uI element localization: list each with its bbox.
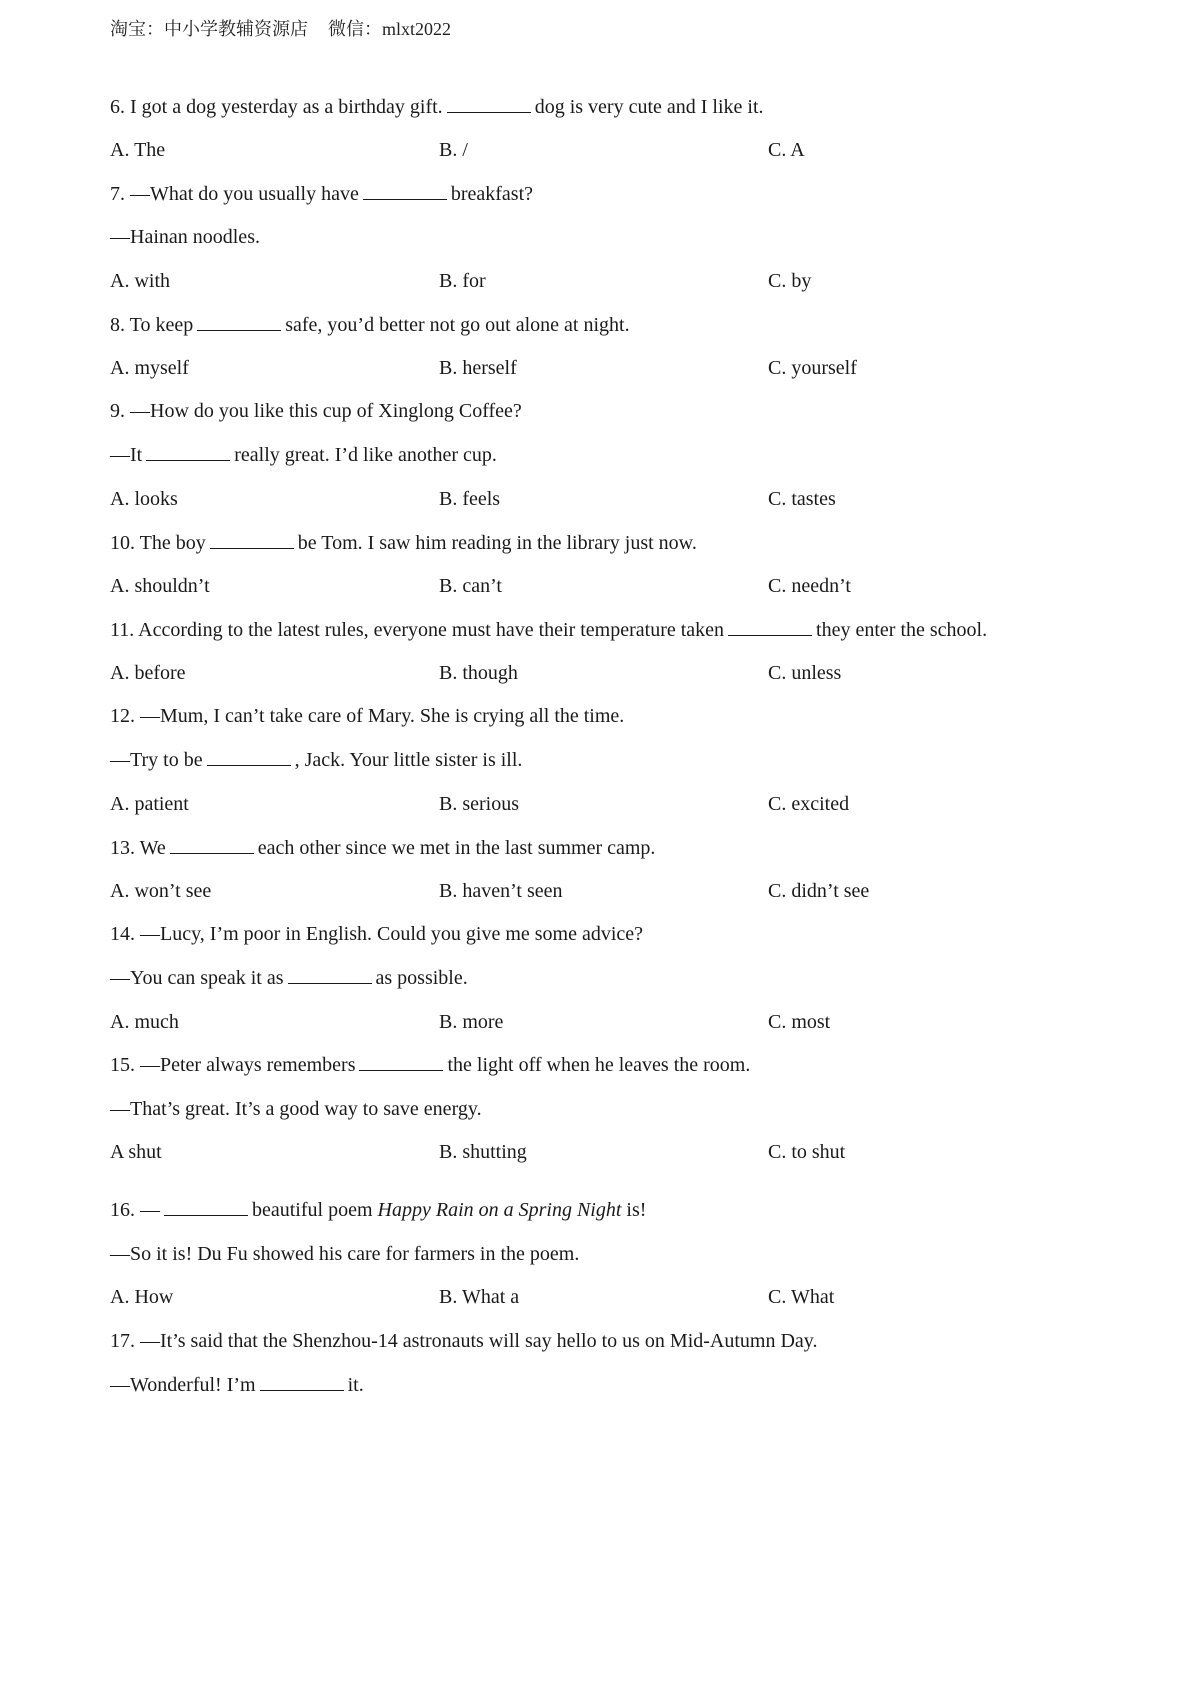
text-after-blank: the light off when he leaves the room. [447, 1054, 751, 1076]
option-c: C. needn’t [768, 575, 851, 597]
answer-options [110, 355, 1110, 381]
option-a: A. myself [110, 357, 189, 379]
text-after-blank: be Tom. I saw him reading in the library just now. [297, 532, 697, 554]
line-text: —That’s great. It’s a good way to save energy. [110, 1098, 482, 1120]
option-c: C. didn’t see [768, 880, 870, 902]
text-before-blank: 7. —What do you usually have [110, 183, 359, 205]
question-stem [110, 181, 533, 207]
text-before-blank: 15. —Peter always remembers [110, 1054, 356, 1076]
option-b: B. shutting [439, 1141, 527, 1163]
line-text: —Hainan noodles. [110, 226, 260, 248]
option-a: A shut [110, 1141, 162, 1163]
answer-blank [146, 442, 230, 461]
shop-label: 淘宝：中小学教辅资源店 [110, 19, 308, 39]
option-a: A. won’t see [110, 880, 212, 902]
text-tail: is! [626, 1199, 647, 1221]
option-c: C. to shut [768, 1141, 846, 1163]
dialogue-line [110, 1241, 579, 1267]
line-text: 12. —Mum, I can’t take care of Mary. She is crying all the time. [110, 705, 625, 727]
line-text: 9. —How do you like this cup of Xinglong Coffee? [110, 400, 522, 422]
dialogue-line [110, 1096, 482, 1122]
text-before-blank: 11. According to the latest rules, everyone must have their temperature taken [110, 619, 725, 641]
answer-options [110, 1009, 1110, 1035]
option-b: B. What a [439, 1286, 520, 1308]
option-b: B. haven’t seen [439, 880, 563, 902]
text-before-blank: 6. I got a dog yesterday as a birthday gift. [110, 96, 443, 118]
line-text: 14. —Lucy, I’m poor in English. Could you give me some advice? [110, 923, 644, 945]
option-b: B. can’t [439, 575, 502, 597]
option-c: C. unless [768, 662, 842, 684]
text-before-blank: —Try to be [110, 749, 203, 771]
answer-blank [170, 835, 254, 854]
answer-options [110, 878, 1110, 904]
answer-options [110, 268, 1110, 294]
text-before-blank: 16. — [110, 1199, 160, 1221]
text-before-blank: 10. The boy [110, 532, 206, 554]
option-b: B. more [439, 1011, 504, 1033]
page-header [110, 17, 451, 41]
question-stem [110, 835, 655, 861]
option-a: A. much [110, 1011, 179, 1033]
answer-blank [359, 1052, 443, 1071]
dialogue-line [110, 747, 522, 773]
option-b: B. for [439, 270, 486, 292]
option-b: B. herself [439, 357, 517, 379]
text-after-blank: breakfast? [450, 183, 534, 205]
answer-blank [447, 94, 531, 113]
text-after-blank: it. [347, 1374, 364, 1396]
question-stem [110, 94, 764, 120]
answer-blank [260, 1372, 344, 1391]
option-b: B. serious [439, 793, 519, 815]
option-c: C. tastes [768, 488, 836, 510]
option-c: C. by [768, 270, 812, 292]
text-after-blank: beautiful poem [252, 1199, 373, 1221]
option-b: B. though [439, 662, 518, 684]
text-after-blank: each other since we met in the last summer camp. [257, 837, 656, 859]
option-a: A. looks [110, 488, 178, 510]
answer-options [110, 486, 1110, 512]
text-after-blank: they enter the school. [816, 619, 988, 641]
option-a: A. before [110, 662, 186, 684]
answer-blank [197, 312, 281, 331]
text-before-blank: —Wonderful! I’m [110, 1374, 256, 1396]
question-stem [110, 1052, 750, 1078]
answer-options [110, 573, 1110, 599]
text-after-blank: , Jack. Your little sister is ill. [294, 749, 523, 771]
question-stem [110, 703, 624, 729]
answer-options [110, 791, 1110, 817]
option-c: C. A [768, 139, 805, 161]
option-a: A. with [110, 270, 170, 292]
dialogue-line [110, 965, 468, 991]
option-a: A. shouldn’t [110, 575, 210, 597]
answer-blank [210, 530, 294, 549]
text-before-blank: —You can speak it as [110, 967, 284, 989]
text-after-blank: really great. I’d like another cup. [234, 444, 497, 466]
answer-blank [164, 1197, 248, 1216]
option-a: A. How [110, 1286, 174, 1308]
option-b: B. feels [439, 488, 501, 510]
poem-title: Happy Rain on a Spring Night [377, 1199, 622, 1221]
answer-options [110, 660, 1110, 686]
question-stem [110, 1328, 818, 1354]
question-stem [110, 398, 522, 424]
answer-blank [207, 747, 291, 766]
answer-options [110, 1139, 1110, 1165]
text-before-blank: 8. To keep [110, 314, 194, 336]
question-stem [110, 617, 987, 643]
option-a: A. patient [110, 793, 189, 815]
option-b: B. / [439, 139, 468, 161]
dialogue-line [110, 1372, 364, 1398]
question-stem [110, 921, 643, 947]
answer-options [110, 1284, 1110, 1310]
text-before-blank: —It [110, 444, 143, 466]
text-before-blank: 13. We [110, 837, 166, 859]
answer-blank [728, 617, 812, 636]
answer-blank [288, 965, 372, 984]
option-c: C. What [768, 1286, 835, 1308]
question-stem [110, 312, 630, 338]
line-text: —So it is! Du Fu showed his care for farmers in the poem. [110, 1243, 580, 1265]
option-c: C. excited [768, 793, 850, 815]
option-c: C. most [768, 1011, 831, 1033]
question-stem [110, 1197, 646, 1223]
dialogue-line [110, 224, 260, 250]
text-after-blank: dog is very cute and I like it. [534, 96, 764, 118]
dialogue-line [110, 442, 497, 468]
option-c: C. yourself [768, 357, 857, 379]
line-text: 17. —It’s said that the Shenzhou-14 astronauts will say hello to us on Mid-Autumn Day. [110, 1330, 818, 1352]
text-after-blank: as possible. [375, 967, 468, 989]
text-after-blank: safe, you’d better not go out alone at night. [285, 314, 630, 336]
option-a: A. The [110, 139, 166, 161]
wechat-label: 微信：mlxt2022 [328, 19, 452, 39]
question-stem [110, 530, 697, 556]
answer-options [110, 137, 1110, 163]
answer-blank [363, 181, 447, 200]
